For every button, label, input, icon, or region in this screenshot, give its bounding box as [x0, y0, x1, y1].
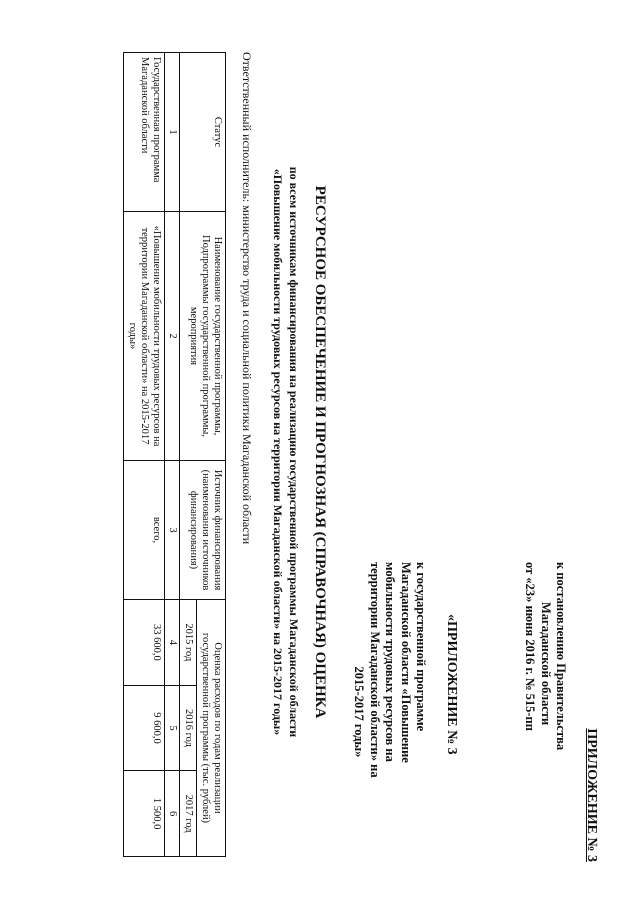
appendix-sub-line: 2015-2017 годы» — [352, 666, 366, 758]
row-value-2015: 33 600,0 — [123, 600, 164, 686]
row-value-2016: 9 600,0 — [123, 685, 164, 771]
appendix-sub-title: «ПРИЛОЖЕНИЕ № 3 — [444, 614, 459, 755]
header-year-2016: 2016 год — [179, 685, 196, 771]
header-source: Источник финансирования (наименования источников финансирования) — [179, 461, 225, 600]
header-year-2015: 2015 год — [179, 600, 196, 686]
column-number: 5 — [164, 685, 179, 771]
header-estimate: Оценка расходов по годам реализации государственной программы (тыс. рублей) — [196, 600, 225, 857]
subtitle-line-1: по всем источникам финансирования на реализацию государственной программы Магаданской области — [287, 166, 301, 738]
document-title: РЕСУРСНОЕ ОБЕСПЕЧЕНИЕ И ПРОГНОЗНАЯ (СПРАВОЧНАЯ) ОЦЕНКА — [312, 185, 328, 719]
header-name: Наименование государственной программы, Подпрограммы государственной программы, мероприятия — [179, 212, 225, 461]
appendix-main-block — [522, 562, 600, 862]
row-name: «Повышение мобильности трудовых ресурсов на территории Магаданской области» на 2015-2017 годы» — [123, 212, 164, 461]
appendix-main-line: к постановлению Правительства — [554, 562, 569, 751]
appendix-sub-line: Магаданской области «Повышение — [398, 562, 413, 763]
resource-table — [123, 52, 226, 857]
appendix-sub-line: мобильности трудовых ресурсов на — [383, 562, 398, 762]
row-source: всего, — [123, 461, 164, 600]
header-status: Статус — [179, 53, 225, 212]
rotated-document-page — [30, 22, 610, 882]
column-number: 2 — [164, 212, 179, 461]
column-number: 1 — [164, 53, 179, 212]
column-number: 6 — [164, 771, 179, 857]
document-subtitle — [270, 42, 302, 862]
column-number: 4 — [164, 600, 179, 686]
column-number: 3 — [164, 461, 179, 600]
row-status: Государственная программа Магаданской области — [123, 53, 164, 212]
table-row — [123, 53, 164, 857]
appendix-main-line: от «23» июня 2016 г. № 515-пп — [523, 562, 538, 731]
row-value-2017: 1 500,0 — [123, 771, 164, 857]
appendix-main-title: ПРИЛОЖЕНИЕ № 3 — [584, 728, 599, 862]
header-year-2017: 2017 год — [179, 771, 196, 857]
appendix-sub-block — [350, 562, 460, 862]
appendix-main-line: Магаданской области — [538, 602, 553, 726]
column-numbers-row — [164, 53, 179, 857]
responsible-executor: Ответственный исполнитель: министерство труда и социальной политики Магаданской области — [240, 52, 254, 545]
subtitle-line-2: «Повышение мобильности трудовых ресурсов на территории Магаданской области» на 2015-2017 годы» — [270, 168, 285, 736]
appendix-sub-line: территории Магаданской области» на — [367, 562, 382, 778]
appendix-sub-line: к государственной программе — [414, 562, 429, 732]
